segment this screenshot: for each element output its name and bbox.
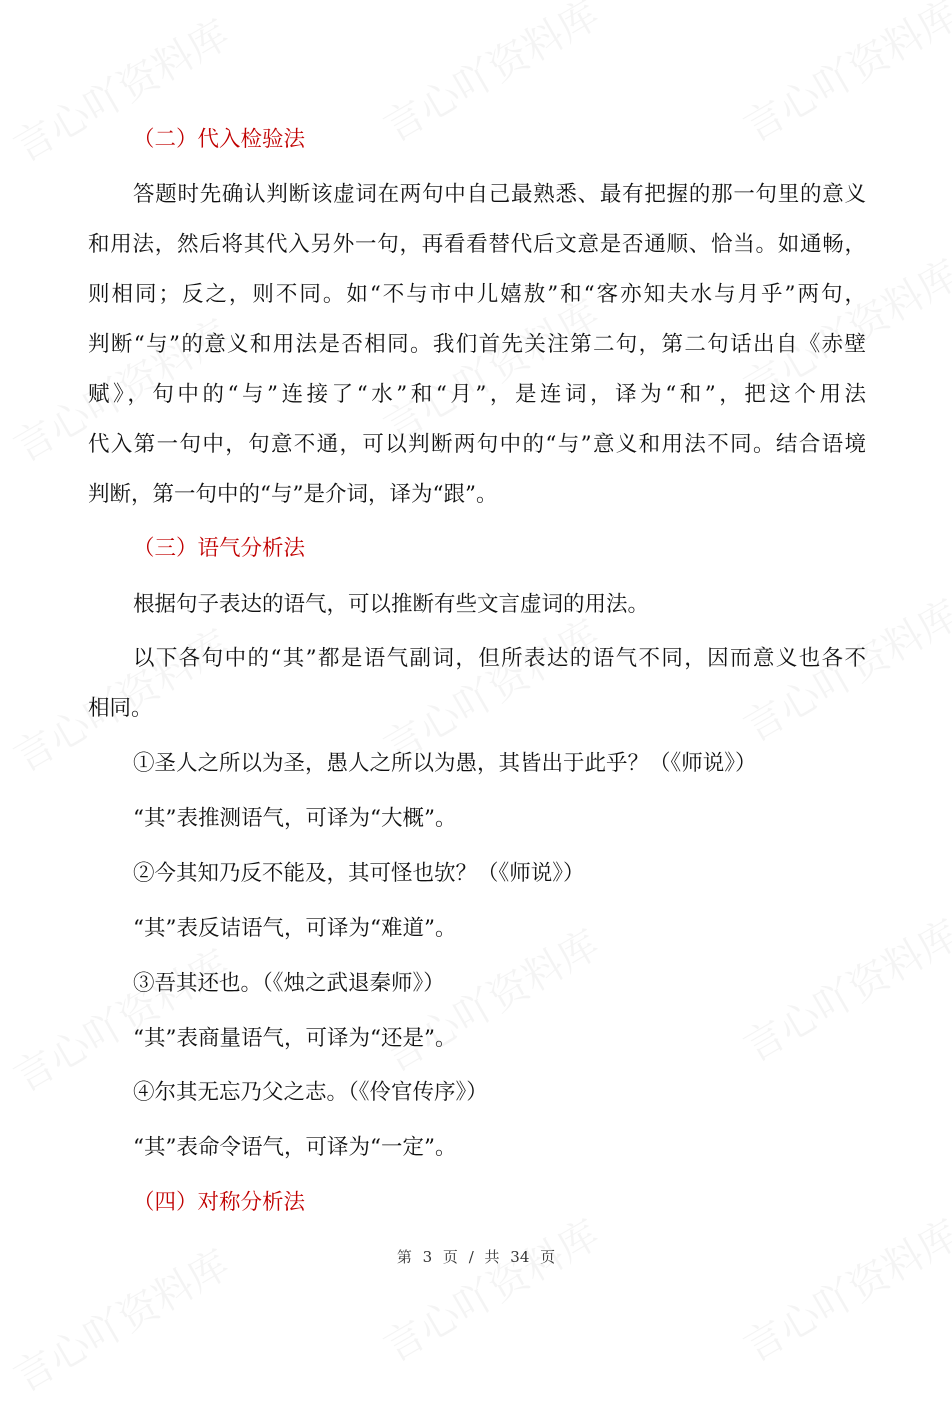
paragraph-line: 判断“与”的意义和用法是否相同。我们首先关注第二句，第二句话出自《赤壁 <box>88 332 866 357</box>
example-explanation: “其”表命令语气，可译为“一定”。 <box>133 1135 457 1160</box>
section-heading-2: （二）代入检验法 <box>133 127 306 152</box>
page-number-footer: 第 3 页 / 共 34 页 <box>396 1248 556 1266</box>
watermark <box>372 604 608 773</box>
paragraph-line: 相同。 <box>88 696 153 721</box>
example-sentence: ④尔其无忘乃父之志。（《伶官传序》） <box>133 1080 488 1105</box>
example-explanation: “其”表商量语气，可译为“还是”。 <box>133 1026 457 1051</box>
example-explanation: “其”表反诘语气，可译为“难道”。 <box>133 916 457 941</box>
paragraph-line: 以下各句中的“其”都是语气副词，但所表达的语气不同，因而意义也各不 <box>133 646 866 671</box>
paragraph-line: 和用法，然后将其代入另外一句，再看看替代后文意是否通顺、恰当。如通畅， <box>88 232 866 257</box>
section-heading-4: （四）对称分析法 <box>133 1190 306 1215</box>
paragraph-line: 根据句子表达的语气，可以推断有些文言虚词的用法。 <box>133 592 650 617</box>
paragraph-line: 答题时先确认判断该虚词在两句中自己最熟悉、最有把握的那一句里的意义 <box>133 182 866 207</box>
watermark <box>732 0 952 153</box>
paragraph-line: 判断，第一句中的“与”是介词，译为“跟”。 <box>88 482 498 507</box>
watermark <box>372 1204 608 1373</box>
watermark <box>732 1204 952 1373</box>
example-sentence: ①圣人之所以为圣，愚人之所以为愚，其皆出于此乎？（《师说》） <box>133 751 757 776</box>
example-sentence: ②今其知乃反不能及，其可怪也欤？（《师说》） <box>133 861 585 886</box>
example-sentence: ③吾其还也。（《烛之武退秦师》） <box>133 971 445 996</box>
paragraph-line: 赋》，句中的“与”连接了“水”和“月”，是连词，译为“和”，把这个用法 <box>88 382 866 407</box>
paragraph-line: 代入第一句中，句意不通，可以判断两句中的“与”意义和用法不同。结合语境 <box>88 432 866 457</box>
watermark <box>372 0 608 153</box>
section-heading-3: （三）语气分析法 <box>133 536 306 561</box>
paragraph-line: 则相同；反之，则不同。如“不与市中儿嬉敖”和“客亦知夫水与月乎”两句， <box>88 282 866 307</box>
example-explanation: “其”表推测语气，可译为“大概”。 <box>133 806 457 831</box>
